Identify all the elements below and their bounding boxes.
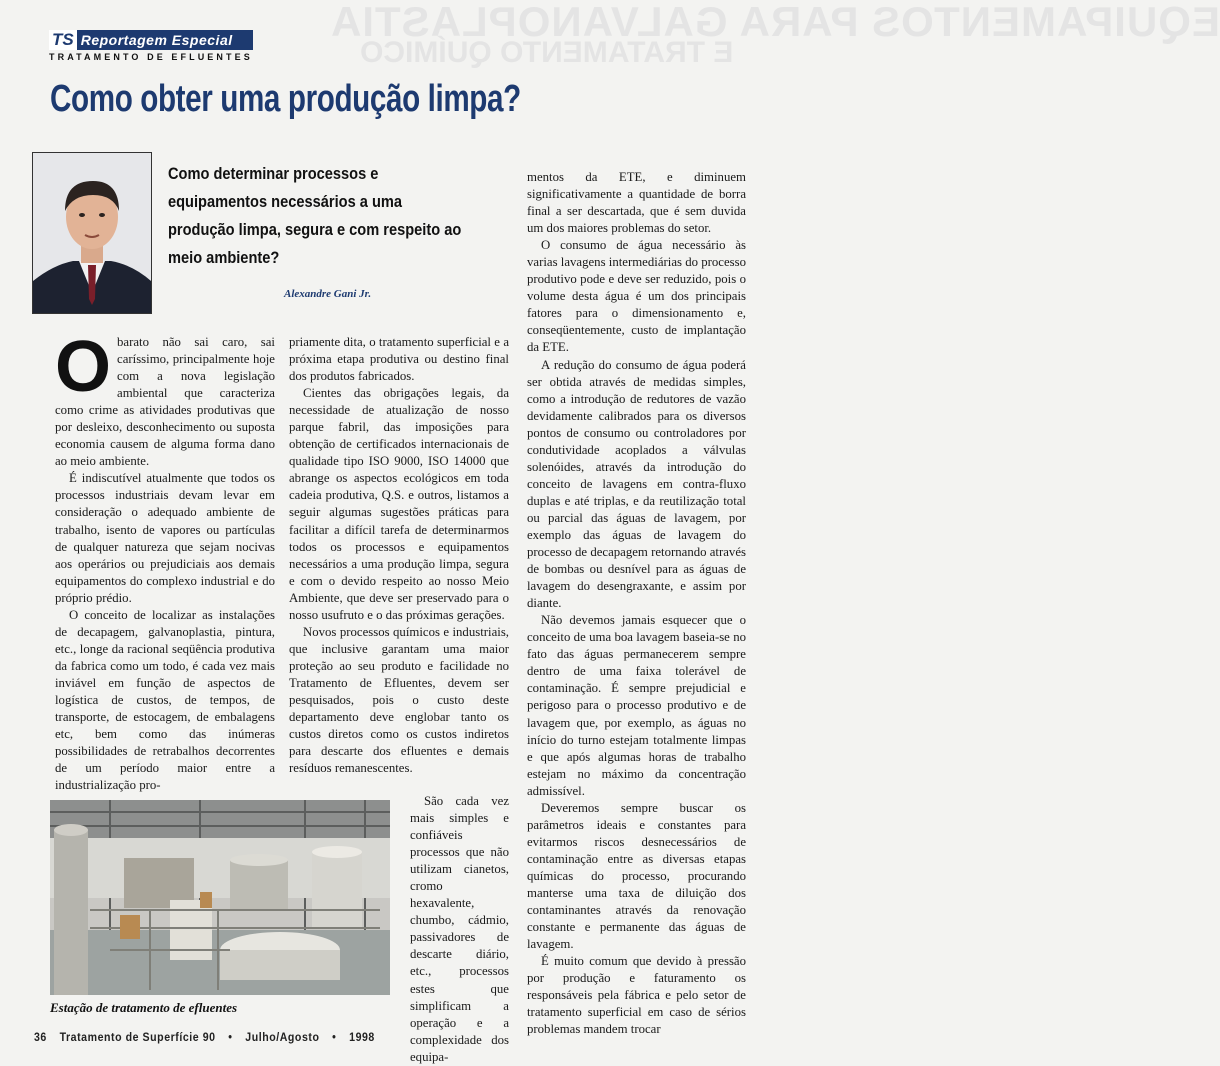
article-title: Como obter uma produção limpa?	[50, 78, 521, 120]
author-photo	[32, 152, 152, 314]
paragraph: É muito comum que devido à pressão por produção e faturamento os responsáveis pela fábrica e pelo setor de tratamento superficial em caso de sérios problemas mandem trocar	[527, 954, 746, 1037]
magazine-name: Tratamento de Superfície 90	[59, 1032, 216, 1044]
paragraph: Novos processos químicos e industriais, que inclusive garantam uma maior proteção ao seu produto e facilidade no Tratamento de Efluentes, devem ser pesquisados, pois o custo deste departamento deve englobar tanto os custos diretos como os custos indiretos para descarte dos efluentes e demais resíduos remanescentes.	[289, 624, 509, 776]
paragraph: São cada vez mais simples e confiáveis processos que não utilizam cianetos, cromo hexavalente, chumbo, cádmio, passivadores de descarte diário, etc., processos estes que simplificam a operação e a complexidade dos equipa-	[410, 794, 509, 1064]
section-title: Reportagem Especial	[80, 32, 233, 48]
page-number: 36	[34, 1032, 47, 1044]
factory-photo	[50, 800, 390, 995]
paragraph: O conceito de localizar as instalações de decapagem, galvanoplastia, pintura, etc., longe da racional seqüência produtiva da fabrica como um todo, é cada vez mais inviável em função de aspectos de logística de custos, de tempos, de transporte, de estocagem, de embalagens etc, bem como das inúmeras possibilidades de retrabalhos decorrentes de um período maior entre a industrialização pro-	[55, 607, 275, 793]
paragraph: priamente dita, o tratamento superficial e a próxima etapa produtiva ou destino final dos produtos fabricados.	[289, 335, 509, 384]
paragraph: É indiscutível atualmente que todos os processos industriais devam levar em consideração o adequado ambiente de trabalho, isento de vapores ou partículas de qualquer natureza que sejam nocivas aos operários ou prejudiciais aos demais equipamentos do complexo industrial e do próprio prédio.	[55, 471, 275, 605]
column-2-continued	[410, 793, 509, 1066]
drop-cap: O	[55, 327, 112, 407]
page-footer	[34, 1032, 384, 1044]
issue-months: Julho/Agosto	[245, 1032, 320, 1044]
paragraph: A redução do consumo de água poderá ser obtida através de medidas simples, como a introdução de redutores de vazão devidamente calibrados para os diversos pontos de consumo ou controladores por condutividade acoplados a válvulas solenóides, através da introdução do conceito de lavagens em contra-fluxo duplas e até triplas, e da reutilização total ou parcial das águas de lavagem, por exemplo das águas de lavagem do processo de decapagem retornando através de bombas ou desnível para as águas de lavagem do desengraxante, e assim por diante.	[527, 357, 746, 611]
section-header	[49, 30, 253, 62]
paragraph: mentos da ETE, e diminuem significativamente a quantidade de borra final a ser descartada, que é sem duvida um dos maiores problemas do setor.	[527, 170, 746, 236]
photo-caption: Estação de tratamento de efluentes	[50, 1000, 238, 1015]
paragraph: Não devemos jamais esquecer que o conceito de uma boa lavagem baseia-se no fato das águas permanecerem sempre dentro de uma faixa tolerável de contaminação. É sempre prejudicial e perigoso para o processo produtivo e de lavagem que, por exemplo, as águas no início do turno estejam totalmente limpas e que após algumas horas de trabalho estejam no máximo da concentração admissível.	[527, 613, 746, 798]
issue-year: 1998	[349, 1032, 375, 1044]
bullet: •	[228, 1032, 233, 1044]
section-bar	[49, 30, 253, 50]
show-through-text: E TRATAMENTO QUÍMICO	[360, 36, 734, 69]
article-subtitle: Como determinar processos e equipamentos necessários a uma produção limpa, segura e com respeito ao meio ambiente?	[168, 164, 462, 267]
show-through-text: EQUIPAMENTOS PARA GALVANOPLASTIA	[330, 0, 1220, 45]
author-byline: Alexandre Gani Jr.	[284, 288, 372, 300]
section-subtitle: TRATAMENTO DE EFLUENTES	[49, 52, 253, 62]
column-2	[289, 334, 509, 777]
column-1	[55, 327, 275, 794]
paragraph: Deveremos sempre buscar os parâmetros ideais e constantes para evitarmos riscos desnecessários de contaminação entre as diversas etapas químicas do processo, procurando manterse uma taxa de diluição dos contaminantes através da renovação constante e permanente das águas de lavagem.	[527, 800, 746, 952]
column-3	[527, 169, 746, 1038]
paragraph: O consumo de água necessário às varias lavagens intermediárias do processo produtivo pode e deve ser reduzido, pois o volume desta água é um dos principais fatores para o dimensionamento e, conseqüentemente, custo de implantação da ETE.	[527, 238, 746, 355]
bullet: •	[332, 1032, 337, 1044]
paragraph: Cientes das obrigações legais, da necessidade de atualização de nosso parque fabril, das imposições para obtenção de certificados internacionais de qualidade tipo ISO 9000, ISO 14000 que abrange os aspectos ecológicos em toda cadeia produtiva, Q.S. e outros, listamos a seguir algumas sugestões práticas para facilitar a difícil tarefa de determinarmos todos os processos e equipamentos necessários a uma produção limpa, segura e com o devido respeito ao nosso Meio Ambiente, que deve ser preservado para o nosso usufruto e o das próximas gerações.	[289, 386, 509, 622]
paragraph: barato não sai caro, sai caríssimo, principalmente hoje com a nova legislação ambiental que caracteriza como crime as atividades produtivas que por desleixo, desconhecimento ou suposta economia causem de alguma forma dano ao meio ambiente.	[55, 335, 275, 469]
magazine-logo: TS	[49, 30, 77, 50]
